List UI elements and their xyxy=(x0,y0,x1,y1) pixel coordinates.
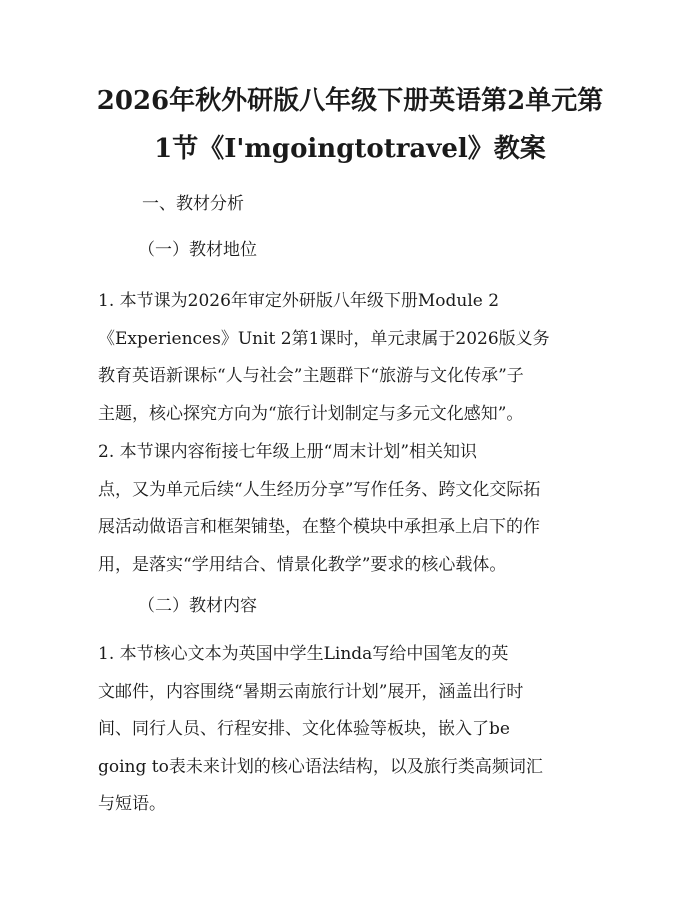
paragraph-3 xyxy=(98,636,598,824)
paragraph-1 xyxy=(98,283,598,433)
paragraph-2 xyxy=(98,434,598,584)
paragraph-line: 1. 本节核心文本为英国中学生Linda写给中国笔友的英 xyxy=(98,644,509,664)
subsection-heading-content: （二）教材内容 xyxy=(138,596,257,616)
paragraph-line: 展活动做语言和框架铺垫，在整个模块中承担承上启下的作 xyxy=(98,517,540,537)
paragraph-line: 主题，核心探究方向为“旅行计划制定与多元文化感知”。 xyxy=(98,403,524,424)
paragraph-line: 间、同行人员、行程安排、文化体验等板块，嵌入了be xyxy=(98,719,510,739)
paragraph-line: 教育英语新课标“人与社会”主题群下“旅游与文化传承”子 xyxy=(98,366,524,386)
paragraph-line: 点，又为单元后续“人生经历分享”写作任务、跨文化交际拓 xyxy=(98,479,541,500)
paragraph-line: 1. 本节课为2026年审定外研版八年级下册Module 2 xyxy=(98,291,500,311)
paragraph-line: going to表未来计划的核心语法结构，以及旅行类高频词汇 xyxy=(98,756,543,777)
document-title-line-1: 2026年秋外研版八年级下册英语第2单元第 xyxy=(96,86,604,116)
paragraph-line: 用，是落实“学用结合、情景化教学”要求的核心载体。 xyxy=(98,554,507,575)
paragraph-line: 2. 本节课内容衔接七年级上册“周末计划”相关知识 xyxy=(98,442,478,462)
subsection-heading-status: （一）教材地位 xyxy=(138,240,257,260)
paragraph-line: 文邮件，内容围绕“暑期云南旅行计划”展开，涵盖出行时 xyxy=(98,681,524,702)
paragraph-line: 《Experiences》Unit 2第1课时，单元隶属于2026版义务 xyxy=(98,328,550,349)
paragraph-line: 与短语。 xyxy=(98,794,166,814)
document-title-line-2: 1节《I'mgoingtotravel》教案 xyxy=(154,134,546,164)
section-heading-analysis: 一、教材分析 xyxy=(142,194,244,214)
